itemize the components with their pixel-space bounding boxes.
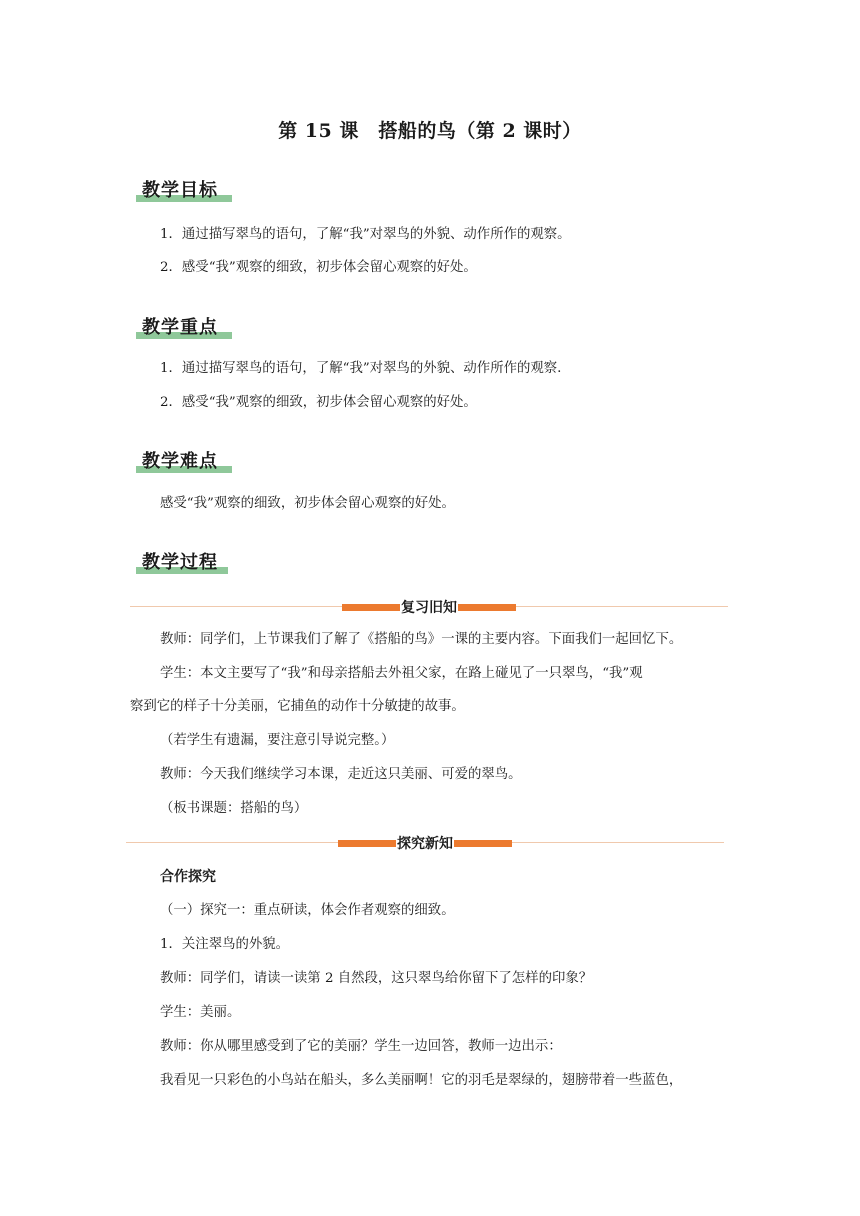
section-heading-key-points bbox=[138, 313, 218, 343]
review-line: 教师：同学们，上节课我们了解了《搭船的鸟》一课的主要内容。下面我们一起回忆下。 bbox=[160, 632, 683, 647]
section-heading-difficulties bbox=[138, 447, 218, 477]
review-line: 学生：本文主要写了“我”和母亲搭船去外祖父家，在路上碰见了一只翠鸟，“我”观 bbox=[160, 666, 643, 681]
section-heading-text: 教学重点 bbox=[142, 317, 218, 338]
divider-accent-left bbox=[338, 840, 396, 847]
review-line: （板书课题：搭船的鸟） bbox=[160, 801, 308, 816]
divider-label: 复习旧知 bbox=[401, 600, 457, 616]
divider-center bbox=[342, 597, 516, 617]
explore-line: 学生：美丽。 bbox=[160, 1005, 241, 1020]
divider-explore bbox=[126, 833, 724, 853]
review-line: 察到它的样子十分美丽，它捕鱼的动作十分敏捷的故事。 bbox=[130, 699, 465, 714]
explore-line: 教师：同学们，请读一读第 2 自然段，这只翠鸟给你留下了怎样的印象？ bbox=[160, 971, 593, 986]
section-heading-text: 教学难点 bbox=[142, 451, 218, 472]
divider-center bbox=[338, 833, 512, 853]
section-heading-text: 教学过程 bbox=[142, 552, 218, 573]
section-heading-text: 教学目标 bbox=[142, 180, 218, 201]
explore-line: 1．关注翠鸟的外貌。 bbox=[160, 937, 290, 952]
section-heading-process bbox=[138, 548, 218, 578]
review-line: 教师：今天我们继续学习本课，走近这只美丽、可爱的翠鸟。 bbox=[160, 767, 522, 782]
goal-item: 2．感受“我”观察的细致，初步体会留心观察的好处。 bbox=[160, 260, 477, 275]
page-title: 第 15 课 搭船的鸟（第 2 课时） bbox=[278, 120, 582, 142]
divider-accent-right bbox=[454, 840, 512, 847]
divider-review bbox=[130, 597, 728, 617]
subheading-cooperative: 合作探究 bbox=[160, 869, 216, 885]
divider-accent-right bbox=[458, 604, 516, 611]
section-heading-goals bbox=[138, 176, 218, 206]
key-point-item: 2．感受“我”观察的细致，初步体会留心观察的好处。 bbox=[160, 395, 477, 410]
explore-line: 我看见一只彩色的小鸟站在船头，多么美丽啊！它的羽毛是翠绿的，翅膀带着一些蓝色， bbox=[160, 1073, 683, 1088]
explore-line: 教师：你从哪里感受到了它的美丽？学生一边回答，教师一边出示： bbox=[160, 1039, 562, 1054]
goal-item: 1．通过描写翠鸟的语句，了解“我”对翠鸟的外貌、动作所作的观察。 bbox=[160, 227, 571, 242]
review-line: （若学生有遗漏，要注意引导说完整。） bbox=[160, 733, 395, 748]
divider-accent-left bbox=[342, 604, 400, 611]
difficulty-item: 感受“我”观察的细致，初步体会留心观察的好处。 bbox=[160, 496, 455, 511]
divider-label: 探究新知 bbox=[397, 836, 453, 852]
explore-line: （一）探究一：重点研读，体会作者观察的细致。 bbox=[160, 903, 455, 918]
key-point-item: 1．通过描写翠鸟的语句，了解“我”对翠鸟的外貌、动作所作的观察. bbox=[160, 361, 562, 376]
